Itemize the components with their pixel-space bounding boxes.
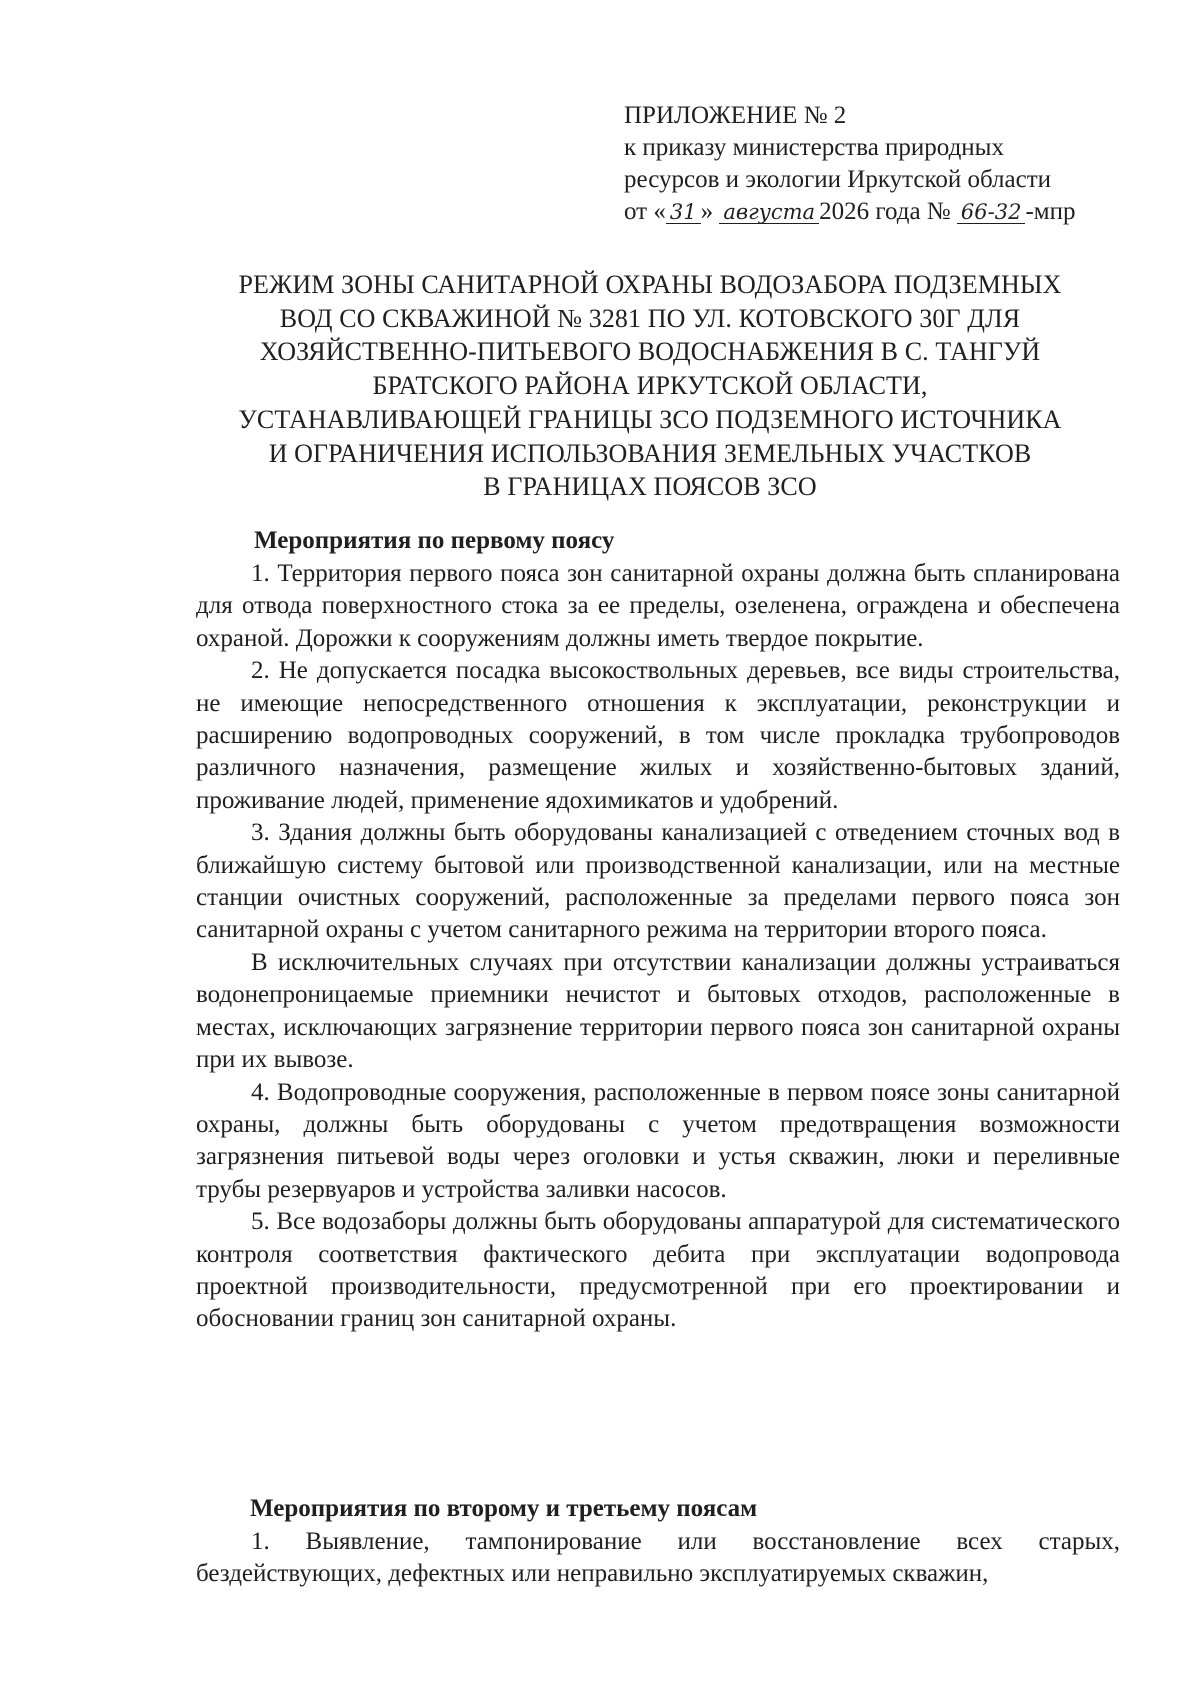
paragraph: 4. Водопроводные сооружения, расположенные в первом поясе зоны санитарной охраны, должны быть оборудованы с учетом предотвращения возможности загрязнения питьевой воды через оголовки и устья скважин, люки и переливные трубы резервуаров и устройства заливки насосов. — [196, 1078, 1120, 1203]
order-suffix: -мпр — [1025, 198, 1076, 225]
section-first-belt-body — [196, 558, 1120, 1336]
title-line: УСТАНАВЛИВАЮЩЕЙ ГРАНИЦЫ ЗСО ПОДЗЕМНОГО ИСТОЧНИКА — [238, 404, 1062, 434]
handwritten-month: августа — [719, 201, 819, 224]
appendix-number: ПРИЛОЖЕНИЕ № 2 — [624, 102, 847, 129]
handwritten-day: 31 — [666, 201, 701, 224]
appendix-order-line: к приказу министерства природных — [624, 134, 1004, 161]
section-second-third-belts-body — [196, 1526, 1120, 1591]
title-line: ХОЗЯЙСТВЕННО-ПИТЬЕВОГО ВОДОСНАБЖЕНИЯ В С. ТАНГУЙ — [259, 337, 1041, 367]
paragraph: 2. Не допускается посадка высокоствольных деревьев, все виды строительства, не имеющие непосредственного отношения к эксплуатации, реконструкции и расширению водопроводных сооружений, в том числе прокладка трубопроводов различного назначения, размещение жилых и хозяйственно-бытовых зданий, проживание людей, применение ядохимикатов и удобрений. — [196, 657, 1120, 814]
title-line: И ОГРАНИЧЕНИЯ ИСПОЛЬЗОВАНИЯ ЗЕМЕЛЬНЫХ УЧАСТКОВ — [268, 438, 1032, 468]
date-prefix: от « — [624, 198, 666, 225]
paragraph: В исключительных случаях при отсутствии канализации должны устраиваться водонепроницаемые приемники нечистот и бытовых отходов, расположенные в местах, исключающих загрязнение территории первого пояса зон санитарной охраны при их вывозе. — [196, 948, 1120, 1074]
appendix-date-line — [624, 196, 1144, 228]
section-heading-first-belt: Мероприятия по первому поясу — [254, 527, 615, 554]
handwritten-order-number: 66-32 — [957, 201, 1026, 224]
title-line: РЕЖИМ ЗОНЫ САНИТАРНОЙ ОХРАНЫ ВОДОЗАБОРА ПОДЗЕМНЫХ — [238, 270, 1062, 299]
appendix-header — [624, 100, 1144, 228]
paragraph: 1. Территория первого пояса зон санитарной охраны должна быть спланирована для отвода поверхностного стока за ее пределы, озеленена, ограждена и обеспечена охраной. Дорожки к сооружениям должны иметь твердое покрытие. — [196, 560, 1120, 652]
document-title — [190, 268, 1110, 504]
date-mid: » — [700, 198, 720, 225]
date-year: 2026 года № — [819, 198, 957, 225]
paragraph: 1. Выявление, тампонирование или восстановление всех старых, бездействующих, дефектных или неправильно эксплуатируемых скважин, — [196, 1528, 1120, 1588]
title-line: ВОД СО СКВАЖИНОЙ № 3281 ПО УЛ. КОТОВСКОГО 30Г ДЛЯ — [279, 303, 1021, 333]
paragraph: 3. Здания должны быть оборудованы канализацией с отведением сточных вод в ближайшую систему бытовой или производственной канализации, или на местные станции очистных сооружений, расположенные за пределами первого пояса зон санитарной охраны с учетом санитарного режима на территории второго пояса. — [196, 819, 1120, 944]
title-line: БРАТСКОГО РАЙОНА ИРКУТСКОЙ ОБЛАСТИ, — [372, 371, 928, 401]
title-line: В ГРАНИЦАХ ПОЯСОВ ЗСО — [483, 472, 817, 502]
paragraph: 5. Все водозаборы должны быть оборудованы аппаратурой для систематического контроля соответствия фактического дебита при эксплуатации водопровода проектной производительности, предусмотренной при его проектировании и обосновании границ зон санитарной охраны. — [196, 1208, 1120, 1333]
section-heading-second-third-belts: Мероприятия по второму и третьему поясам — [250, 1495, 758, 1522]
appendix-ministry-line: ресурсов и экологии Иркутской области — [624, 166, 1052, 193]
